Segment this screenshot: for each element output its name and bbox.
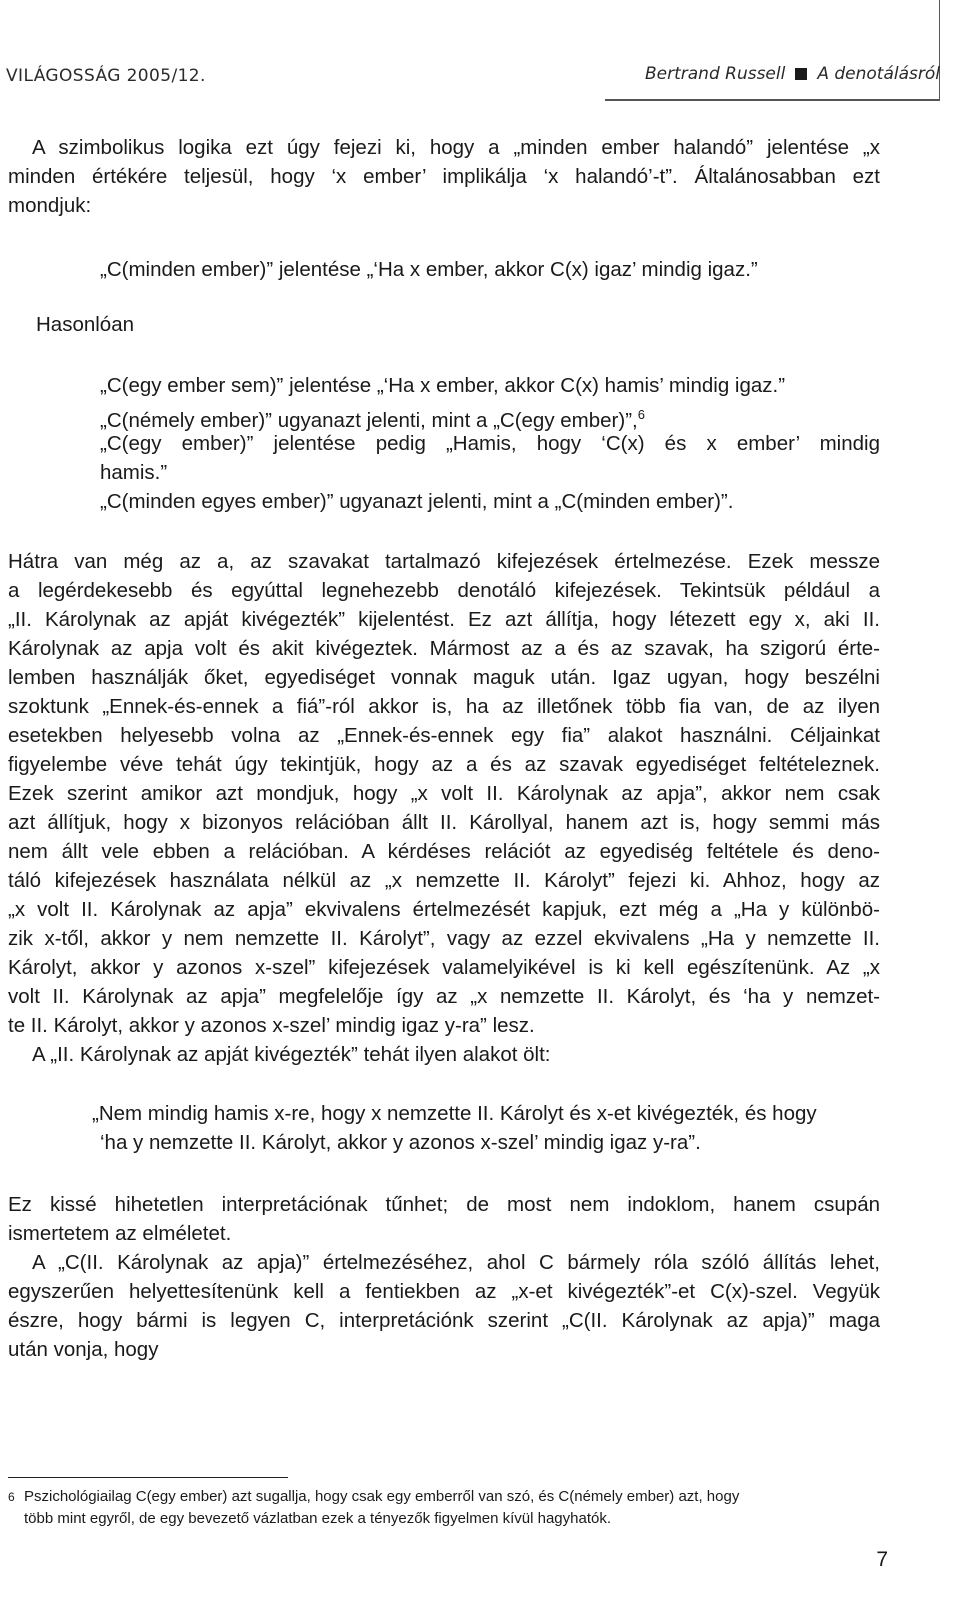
header-rule-vertical — [939, 0, 941, 100]
text-line: Károlynak az apja volt és akit kivégeztek. Mármost az a és az szavak, ha szigorú érte- — [8, 637, 880, 660]
text-line: Károlyt, akkor y azonos x-szel” kifejezések valamelyikével is ki kell egészítenünk. Az „x — [8, 956, 880, 979]
formula-line: „Nem mindig hamis x-re, hogy x nemzette II. Károlyt és x-et kivégezték, és hogy — [92, 1102, 817, 1125]
text-line: minden értékére teljesül, hogy ‘x ember’ implikálja ‘x halandó’-t”. Általánosabban ezt — [8, 165, 880, 188]
formula-line: „C(egy ember)” jelentése pedig „Hamis, hogy ‘C(x) és x ember’ mindig — [100, 432, 880, 455]
footnote-line: Pszichológiailag C(egy ember) azt sugallja, hogy csak egy emberről van szó, és C(némely ember) azt, hogy — [24, 1488, 740, 1505]
article-title: A denotálásról — [817, 64, 940, 84]
text-line: Hátra van még az a, az szavakat tartalmazó kifejezések értelmezése. Ezek messze — [8, 550, 880, 573]
formula-line: „C(egy ember sem)” jelentése „‘Ha x ember, akkor C(x) hamis’ mindig igaz.” — [100, 374, 786, 397]
text-line: A szimbolikus logika ezt úgy fejezi ki, hogy a „minden ember halandó” jelentése „x — [32, 136, 880, 159]
text-line: egyszerűen helyettesítenünk kell a fentiekben az „x-et kivégezték”-et C(x)-szel. Vegyük — [8, 1280, 880, 1303]
footnote-rule — [8, 1477, 288, 1478]
page-number: 7 — [876, 1548, 888, 1571]
text-line: te II. Károlyt, akkor y azonos x-szel’ mindig igaz y-ra” lesz. — [8, 1014, 535, 1037]
text-line: a legérdekesebb és egyúttal legnehezebb denotáló kifejezések. Tekintsük például a — [8, 579, 880, 602]
header-rule-horizontal — [605, 99, 940, 101]
text-line: azt állítjuk, hogy x bizonyos relációban állt II. Károllyal, hanem azt is, hogy semmi más — [8, 811, 880, 834]
running-head — [645, 64, 940, 84]
text-line: mondjuk: — [8, 194, 92, 217]
text-line: nem állt vele ebben a relációban. A kérdéses relációt az egyediség feltétele és deno- — [8, 840, 880, 863]
formula-line: hamis.” — [100, 461, 168, 484]
formula-line: „C(minden egyes ember)” ugyanazt jelenti, mint a „C(minden ember)”. — [100, 490, 734, 513]
text-line: Ezek szerint amikor azt mondjuk, hogy „x volt II. Károlynak az apja”, akkor nem csak — [8, 782, 880, 805]
journal-title: VILÁGOSSÁG 2005/12. — [6, 66, 206, 86]
text-line: ismertetem az elméletet. — [8, 1222, 232, 1245]
text-line: táló kifejezések használata nélkül az „x nemzette II. Károlyt” fejezi ki. Ahhoz, hogy az — [8, 869, 880, 892]
text-line: „II. Károlynak az apját kivégezték” kijelentést. Ez azt állítja, hogy létezett egy x, aki II. — [8, 608, 880, 631]
text-line: szoktunk „Ennek-és-ennek a fiá”-ról akkor is, ha az illetőnek több fia van, de az ilyen — [8, 695, 880, 718]
text-line: figyelembe véve tehát úgy tekintjük, hogy az a és az szavak egyediséget feltételeznek. — [8, 753, 880, 776]
text-line: esetekben helyesebb volna az „Ennek-és-ennek egy fia” alakot használni. Céljainkat — [8, 724, 880, 747]
text-line: Hasonlóan — [36, 313, 135, 336]
footnote-number: 6 — [8, 1490, 15, 1504]
text-line: lemben használják őket, egyediséget vonnak maguk után. Igaz ugyan, hogy beszélni — [8, 666, 880, 689]
text-line: A „II. Károlynak az apját kivégezték” tehát ilyen alakot ölt: — [32, 1043, 551, 1066]
text-line: észre, hogy bármi is legyen C, interpretációnk szerint „C(II. Károlynak az apja)” maga — [8, 1309, 880, 1332]
text-line: A „C(II. Károlynak az apja)” értelmezéséhez, ahol C bármely róla szóló állítás lehet, — [32, 1251, 880, 1274]
text-line: Ez kissé hihetetlen interpretációnak tűnhet; de most nem indoklom, hanem csupán — [8, 1193, 880, 1216]
text-line: „x volt II. Károlynak az apja” ekvivalens értelmezését kapjuk, ezt még a „Ha y különbö- — [8, 898, 880, 921]
formula-line: ‘ha y nemzette II. Károlyt, akkor y azonos x-szel’ mindig igaz y-ra”. — [100, 1131, 701, 1154]
text-line: volt II. Károlynak az apja” megfelelője így az „x nemzette II. Károlyt, és ‘ha y nemzet- — [8, 985, 880, 1008]
footnote-ref: 6 — [637, 407, 645, 422]
text-line: után vonja, hogy — [8, 1338, 159, 1361]
separator-square-icon — [795, 68, 807, 80]
author-name: Bertrand Russell — [644, 64, 786, 84]
formula-text: „C(némely ember)” ugyanazt jelenti, mint a „C(egy ember)”, — [100, 408, 638, 432]
footnote-line: több mint egyről, de egy bevezető vázlatban ezek a tényezők figyelmen kívül hagyhatók. — [24, 1510, 612, 1527]
formula-line: „C(minden ember)” jelentése „‘Ha x ember, akkor C(x) igaz’ mindig igaz.” — [100, 258, 758, 281]
text-line: zik x-től, akkor y nem nemzette II. Károlyt”, vagy az ezzel ekvivalens „Ha y nemzette II. — [8, 927, 880, 950]
